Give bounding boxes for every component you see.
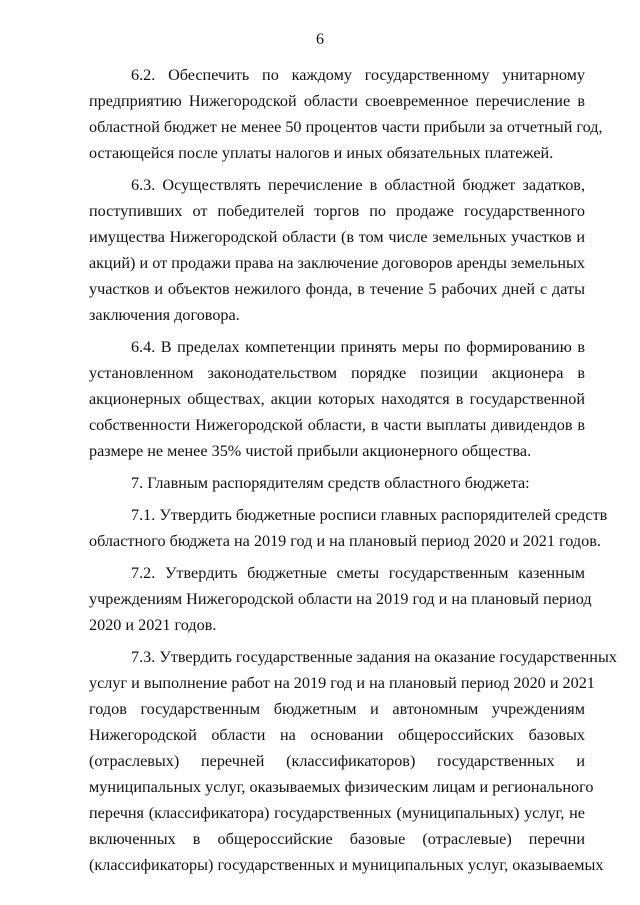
text-line: 7.2. Утвердить бюджетные сметы государственным казенным [131,564,585,582]
text-line: размере не менее 35% чистой прибыли акционерного общества. [89,442,532,460]
text-line: 7.1. Утвердить бюджетные росписи главных распорядителей средств [131,506,608,524]
text-line: областного бюджета на 2019 год и на плановый период 2020 и 2021 годов. [89,532,601,550]
text-line: 7. Главным распорядителям средств областного бюджета: [131,474,530,492]
text-line: перечня (классификатора) государственных (муниципальных) услуг, не [89,804,585,822]
text-line: 6.3. Осуществлять перечисление в областной бюджет задатков, [131,176,585,194]
paragraph-7-1 [89,502,608,554]
text-line: (классификаторы) государственных и муниципальных услуг, оказываемых [89,856,604,874]
text-line: муниципальных услуг, оказываемых физическим лицам и регионального [89,778,594,796]
text-line: 6.4. В пределах компетенции принять меры по формированию в [131,338,585,356]
text-line: 7.3. Утвердить государственные задания на оказание государственных [131,648,617,666]
text-line: поступивших от победителей торгов по продаже государственного [89,202,585,220]
paragraph-6-3 [89,172,585,328]
page-number: 6 [316,31,324,48]
text-line: областной бюджет не менее 50 процентов части прибыли за отчетный год, [89,118,603,136]
text-line: собственности Нижегородской области, в части выплаты дивидендов в [89,416,585,434]
text-line: включенных в общероссийские базовые (отраслевые) перечни [89,830,585,848]
paragraph-6-4 [89,334,585,464]
text-line: (отраслевых) перечней (классификаторов) государственных и [89,752,585,770]
text-line: учреждениям Нижегородской области на 2019 год и на плановый период [89,590,592,608]
paragraph-6-2 [89,62,603,166]
paragraph-7-2 [89,560,592,638]
text-line: установленном законодательством порядке позиции акционера в [89,364,585,382]
text-line: остающейся после уплаты налогов и иных обязательных платежей. [89,144,554,162]
paragraph-7 [89,470,585,496]
text-line: Нижегородской области на основании общероссийских базовых [89,726,585,744]
text-line: имущества Нижегородской области (в том числе земельных участков и [89,228,585,246]
text-line: заключения договора. [89,306,240,324]
text-line: 2020 и 2021 годов. [89,616,217,634]
document-body [89,62,617,878]
text-line: предприятию Нижегородской области своевременное перечисление в [89,92,585,110]
text-line: годов государственным бюджетным и автономным учреждениям [89,700,585,718]
paragraph-7-3 [89,644,617,878]
text-line: акций) и от продажи права на заключение договоров аренды земельных [89,254,585,272]
text-line: 6.2. Обеспечить по каждому государственному унитарному [131,66,585,84]
text-line: услуг и выполнение работ на 2019 год и на плановый период 2020 и 2021 [89,674,595,692]
text-line: акционерных обществах, акции которых находятся в государственной [89,390,585,408]
text-line: участков и объектов нежилого фонда, в течение 5 рабочих дней с даты [89,280,585,298]
